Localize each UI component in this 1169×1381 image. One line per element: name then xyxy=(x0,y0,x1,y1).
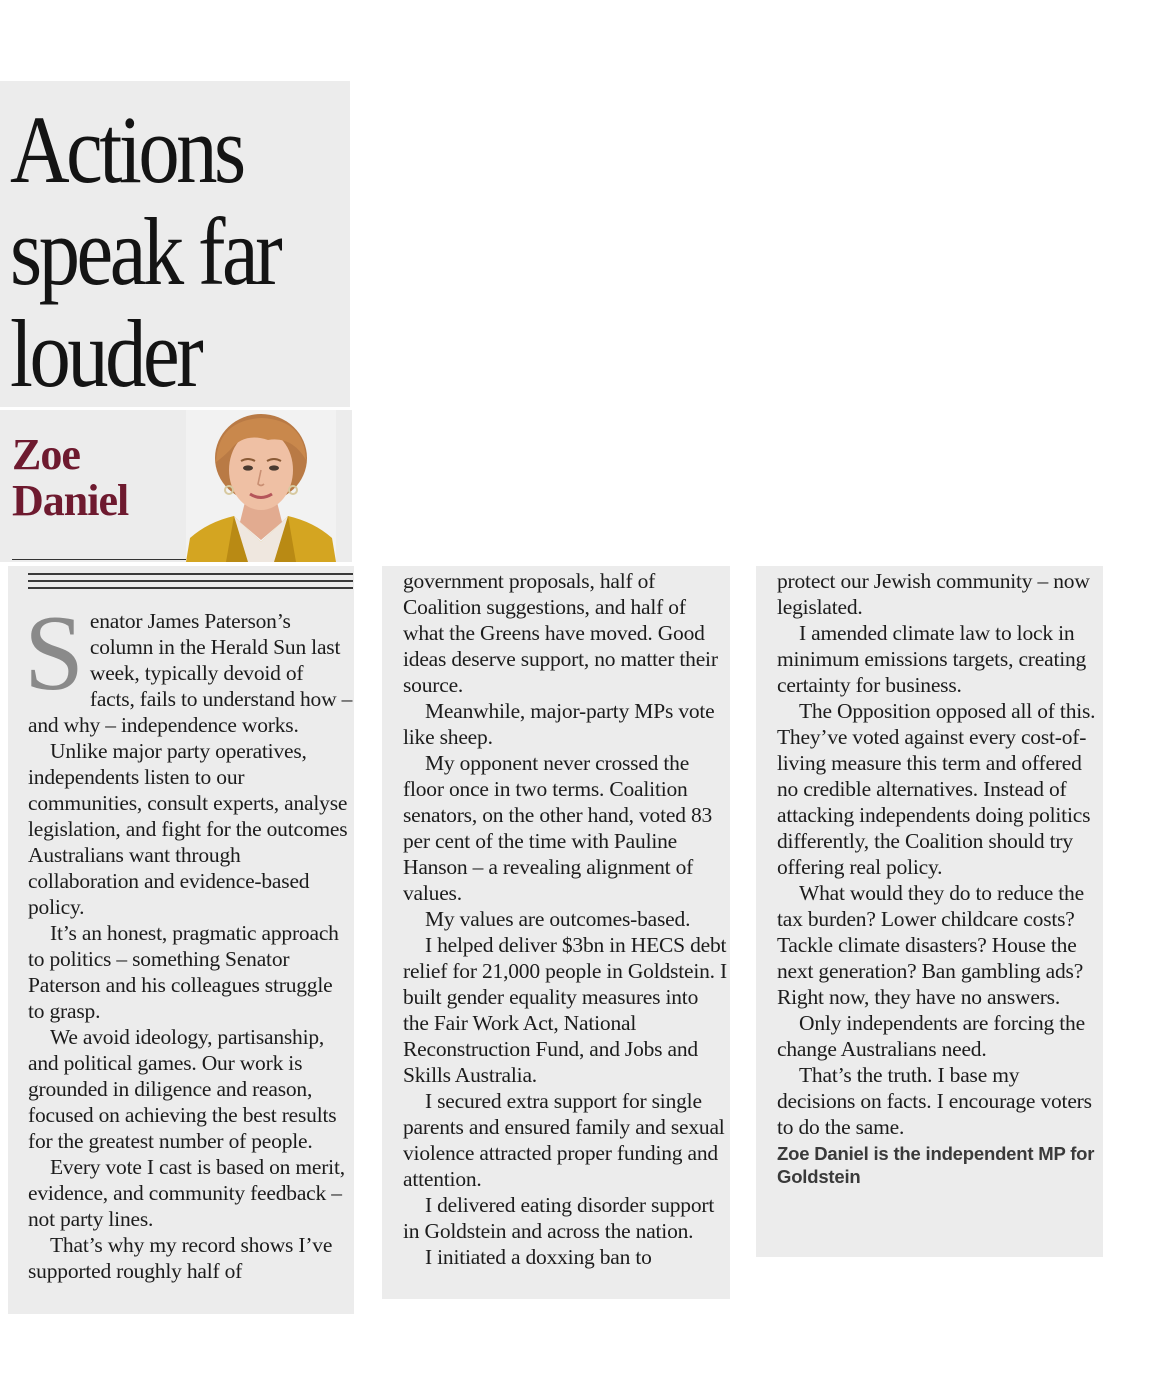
column-rule-middle xyxy=(28,580,353,582)
paragraph-text: enator James Paterson’s column in the Herald Sun last week, typically devoid of facts, fails to understand how – and why – independence works. xyxy=(28,609,353,737)
paragraph: It’s an honest, pragmatic approach to politics – something Senator Paterson and his colleagues struggle to grasp. xyxy=(28,921,339,1023)
paragraph xyxy=(24,594,353,738)
article-column-3 xyxy=(777,568,1102,1188)
paragraph: government proposals, half of Coalition suggestions, and half of what the Greens have moved. Good ideas deserve support, no matter their source. xyxy=(403,569,718,697)
article-column-1 xyxy=(24,594,353,1284)
paragraph: Meanwhile, major-party MPs vote like sheep. xyxy=(403,699,715,749)
paragraph: Every vote I cast is based on merit, evidence, and community feedback – not party lines. xyxy=(28,1155,345,1231)
byline-rule xyxy=(12,559,186,560)
column-rule-top xyxy=(28,573,353,575)
drop-cap: S xyxy=(24,594,84,713)
paragraph: I helped deliver $3bn in HECS debt relief for 21,000 people in Goldstein. I built gender equality measures into the Fair Work Act, National Reconstruction Fund, and Jobs and Skills Australia. xyxy=(403,933,727,1087)
paragraph: That’s why my record shows I’ve supported roughly half of xyxy=(28,1233,333,1283)
headline-panel xyxy=(0,81,350,407)
paragraph: We avoid ideology, partisanship, and political games. Our work is grounded in diligence and reason, focused on achieving the best results for the greatest number of people. xyxy=(28,1025,337,1153)
headline-line-3: louder xyxy=(10,300,201,407)
paragraph: I initiated a doxxing ban to xyxy=(425,1245,652,1269)
paragraph: I secured extra support for single parents and ensured family and sexual violence attracted proper funding and attention. xyxy=(403,1089,725,1191)
author-first-name: Zoe xyxy=(12,430,80,479)
author-name xyxy=(12,432,128,524)
paragraph: protect our Jewish community – now legislated. xyxy=(777,569,1090,619)
paragraph: Unlike major party operatives, independents listen to our communities, consult experts, analyse legislation, and fight for the outcomes Australians want through collaboration and evidence-based policy. xyxy=(28,739,348,919)
paragraph: My opponent never crossed the floor once in two terms. Coalition senators, on the other hand, voted 83 per cent of the time with Pauline Hanson – a revealing alignment of values. xyxy=(403,751,713,905)
column-rule-bottom xyxy=(28,587,353,589)
paragraph: What would they do to reduce the tax burden? Lower childcare costs? Tackle climate disasters? House the next generation? Ban gambling ads? Right now, they have no answers. xyxy=(777,881,1084,1009)
paragraph: I delivered eating disorder support in Goldstein and across the nation. xyxy=(403,1193,715,1243)
author-last-name: Daniel xyxy=(12,476,129,525)
headline xyxy=(10,96,280,407)
article-column-2 xyxy=(403,568,728,1270)
headline-line-1: Actions xyxy=(10,96,243,203)
paragraph: The Opposition opposed all of this. They’ve voted against every cost-of-living measure this term and offered no credible alternatives. Instead of attacking independents doing politics differently, the Coalition should try offering real policy. xyxy=(777,699,1096,879)
paragraph: That’s the truth. I base my decisions on facts. I encourage voters to do the same. xyxy=(777,1063,1092,1139)
author-bio: Zoe Daniel is the independent MP for Goldstein xyxy=(777,1143,1095,1187)
headline-line-2: speak far xyxy=(10,198,280,305)
author-photo-illustration xyxy=(186,410,336,562)
paragraph: I amended climate law to lock in minimum emissions targets, creating certainty for business. xyxy=(777,621,1087,697)
paragraph: My values are outcomes-based. xyxy=(425,907,691,931)
paragraph: Only independents are forcing the change Australians need. xyxy=(777,1011,1085,1061)
byline-panel xyxy=(0,410,352,562)
author-portrait xyxy=(186,410,336,562)
